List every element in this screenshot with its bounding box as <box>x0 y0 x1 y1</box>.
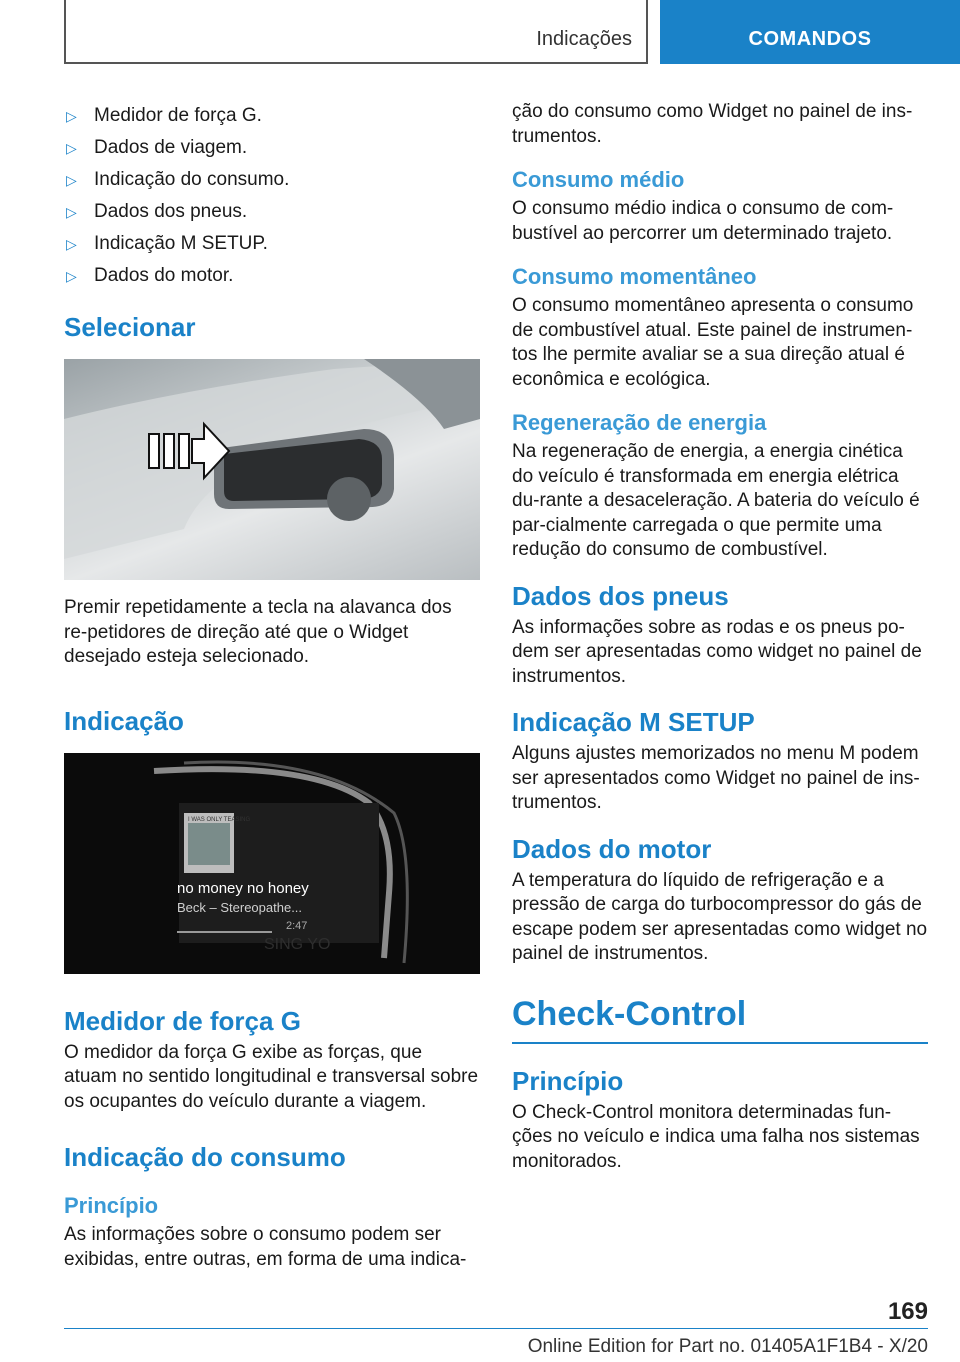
bullet-triangle-icon: ▷ <box>66 204 77 220</box>
svg-text:SING YO: SING YO <box>264 935 331 953</box>
heading-principio: Princípio <box>64 1193 159 1218</box>
dados-pneus-text: As informações sobre as rodas e os pneus po-dem ser apresentadas como widget no painel de instrumentos. <box>512 616 922 687</box>
consumo-momentaneo-text: O consumo momentâneo apresenta o consumo de combustível atual. Este painel de instrumen-tos lhe permite avaliar se a sua direção atual é econômica e ecológica. <box>512 295 914 390</box>
header-section-box <box>64 0 648 64</box>
svg-text:2:47: 2:47 <box>286 919 308 932</box>
bullet-triangle-icon: ▷ <box>66 268 77 284</box>
heading-consumo-momentaneo: Consumo momentâneo <box>512 264 757 289</box>
header-chapter-tab <box>660 0 960 64</box>
list-item: ▷ Dados dos pneus. <box>64 196 480 228</box>
bullet-triangle-icon: ▷ <box>66 140 77 156</box>
heading-consumo: Indicação do consumo <box>64 1142 346 1172</box>
list-item: ▷ Indicação M SETUP. <box>64 228 480 260</box>
page-number: 169 <box>887 1298 928 1325</box>
list-item: ▷ Dados do motor. <box>64 260 480 292</box>
footer-divider <box>64 1328 928 1329</box>
lever-illustration <box>64 359 480 580</box>
medidor-text: O medidor da força G exibe as forças, que atuam no sentido longitudinal e transversal sobre os ocupantes do veículo durante a viagem. <box>64 1041 479 1112</box>
heading-indicacao: Indicação <box>64 705 184 736</box>
svg-text:I WAS ONLY TEASING: I WAS ONLY TEASING <box>188 816 251 823</box>
header-chapter-title: COMANDOS <box>748 28 872 50</box>
consumo-medio-text: O consumo médio indica o consumo de com-bustível ao percorrer um determinado trajeto. <box>512 198 894 244</box>
list-item: ▷ Indicação do consumo. <box>64 164 480 196</box>
heading-medidor: Medidor de força G <box>64 1005 301 1036</box>
regeneracao-text: Na regeneração de energia, a energia cinética do veículo é transformada em energia elétrica du-rante a desaceleração. A bateria do veículo é par-cialmente carregada o que permite uma redução do consumo de combustível. <box>512 441 920 560</box>
heading-consumo-medio: Consumo médio <box>512 167 685 192</box>
heading-m-setup: Indicação M SETUP <box>512 707 755 737</box>
right-column <box>512 100 928 1174</box>
svg-text:no money no honey: no money no honey <box>177 879 309 897</box>
bullet-triangle-icon: ▷ <box>66 172 77 188</box>
heading-check-principio: Princípio <box>512 1065 624 1096</box>
turn-signal-lever-image <box>64 359 480 580</box>
left-column <box>64 100 480 1272</box>
instrument-display-image <box>64 753 480 974</box>
bullet-triangle-icon: ▷ <box>66 236 77 252</box>
heading-dados-motor: Dados do motor <box>512 833 712 864</box>
heading-regeneracao: Regeneração de energia <box>512 410 767 435</box>
bullet-triangle-icon: ▷ <box>66 108 77 124</box>
header-section-title: Indicações <box>536 28 632 50</box>
display-illustration <box>64 753 480 974</box>
chapter-divider <box>512 1042 928 1044</box>
edition-footer: Online Edition for Part no. 01405A1F1B4 - X/20 <box>527 1336 928 1357</box>
dados-motor-text: A temperatura do líquido de refrigeração e a pressão de carga do turbocompressor do gás de escape podem ser apresentadas como widget no painel de instrumentos. <box>512 869 928 964</box>
list-item: ▷ Medidor de força G. <box>64 100 480 132</box>
heading-check-control: Check-Control <box>512 994 747 1033</box>
heading-selecionar: Selecionar <box>64 312 196 342</box>
consumo-continuation-text: ção do consumo como Widget no painel de ins-trumentos. <box>512 101 913 147</box>
svg-text:Beck – Stereopathe...: Beck – Stereopathe... <box>177 899 303 915</box>
list-item: ▷ Dados de viagem. <box>64 132 480 164</box>
heading-dados-pneus: Dados dos pneus <box>512 580 729 611</box>
selecionar-text: Premir repetidamente a tecla na alavanca dos re-petidores de direção até que o Widget desejado esteja selecionado. <box>64 597 452 667</box>
principio-text: As informações sobre o consumo podem ser exibidas, entre outras, em forma de uma indica- <box>64 1224 467 1270</box>
m-setup-text: Alguns ajustes memorizados no menu M podem ser apresentados como Widget no painel de ins-trumentos. <box>512 743 920 813</box>
check-principio-text: O Check-Control monitora determinadas fun-ções no veículo e indica uma falha nos sistemas monitorados. <box>512 1101 920 1172</box>
widget-list <box>64 100 480 292</box>
